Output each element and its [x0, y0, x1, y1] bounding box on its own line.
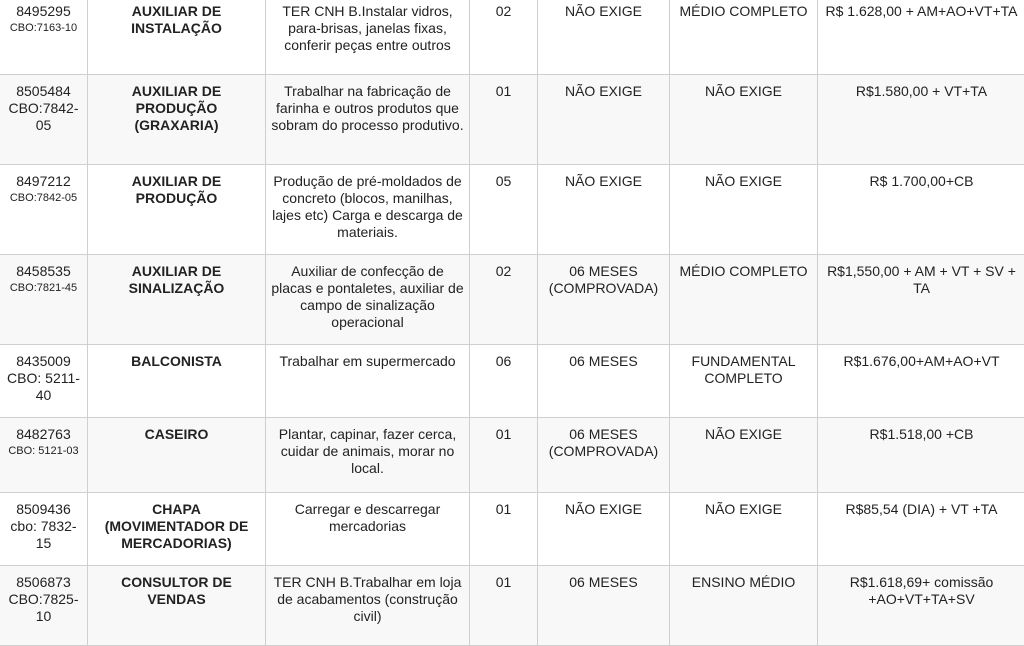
- job-title: BALCONISTA: [88, 345, 266, 418]
- vacancies-count: 01: [470, 418, 538, 493]
- table-row: [0, 165, 1024, 255]
- salary-benefits: R$1.676,00+AM+AO+VT: [818, 345, 1024, 418]
- education-requirement: MÉDIO COMPLETO: [670, 255, 818, 345]
- job-code-cell: [0, 418, 88, 493]
- job-description: Produção de pré-moldados de concreto (blocos, manilhas, lajes etc) Carga e descarga de materiais.: [266, 165, 470, 255]
- job-code: 8497212: [4, 173, 83, 190]
- education-requirement: NÃO EXIGE: [670, 165, 818, 255]
- job-code-cell: [0, 165, 88, 255]
- experience-requirement: 06 MESES (COMPROVADA): [538, 418, 670, 493]
- cbo-code: CBO: 5211-40: [4, 370, 83, 404]
- experience-requirement: NÃO EXIGE: [538, 75, 670, 165]
- vacancies-count: 02: [470, 0, 538, 75]
- salary-benefits: R$1.618,69+ comissão +AO+VT+TA+SV: [818, 566, 1024, 646]
- table-row: [0, 418, 1024, 493]
- job-description: Carregar e descarregar mercadorias: [266, 493, 470, 566]
- education-requirement: ENSINO MÉDIO: [670, 566, 818, 646]
- vacancies-count: 06: [470, 345, 538, 418]
- job-code-cell: [0, 255, 88, 345]
- salary-benefits: R$85,54 (DIA) + VT +TA: [818, 493, 1024, 566]
- table-row: [0, 75, 1024, 165]
- cbo-code: CBO:7825-10: [4, 591, 83, 625]
- job-description: Plantar, capinar, fazer cerca, cuidar de animais, morar no local.: [266, 418, 470, 493]
- job-code-cell: [0, 345, 88, 418]
- job-description: Trabalhar em supermercado: [266, 345, 470, 418]
- job-code: 8505484: [4, 83, 83, 100]
- job-code: 8458535: [4, 263, 83, 280]
- table-row: [0, 255, 1024, 345]
- cbo-code: CBO: 5121-03: [4, 443, 83, 460]
- job-code-cell: [0, 566, 88, 646]
- education-requirement: NÃO EXIGE: [670, 75, 818, 165]
- experience-requirement: NÃO EXIGE: [538, 493, 670, 566]
- experience-requirement: 06 MESES (COMPROVADA): [538, 255, 670, 345]
- job-code-cell: [0, 75, 88, 165]
- job-code: 8482763: [4, 426, 83, 443]
- job-title: CHAPA (MOVIMENTADOR DE MERCADORIAS): [88, 493, 266, 566]
- salary-benefits: R$1,550,00 + AM + VT + SV + TA: [818, 255, 1024, 345]
- education-requirement: NÃO EXIGE: [670, 418, 818, 493]
- job-code-cell: [0, 493, 88, 566]
- cbo-code: cbo: 7832-15: [4, 518, 83, 552]
- education-requirement: MÉDIO COMPLETO: [670, 0, 818, 75]
- job-code: 8509436: [4, 501, 83, 518]
- experience-requirement: NÃO EXIGE: [538, 0, 670, 75]
- job-title: AUXILIAR DE PRODUÇÃO (GRAXARIA): [88, 75, 266, 165]
- salary-benefits: R$ 1.628,00 + AM+AO+VT+TA: [818, 0, 1024, 75]
- table-row: [0, 345, 1024, 418]
- job-code: 8506873: [4, 574, 83, 591]
- job-title: CONSULTOR DE VENDAS: [88, 566, 266, 646]
- salary-benefits: R$1.518,00 +CB: [818, 418, 1024, 493]
- vacancies-count: 01: [470, 75, 538, 165]
- cbo-code: CBO:7842-05: [4, 190, 83, 207]
- vacancies-count: 01: [470, 566, 538, 646]
- job-description: TER CNH B.Trabalhar em loja de acabamentos (construção civil): [266, 566, 470, 646]
- cbo-code: CBO:7821-45: [4, 280, 83, 297]
- job-code: 8495295: [4, 3, 83, 20]
- cbo-code: CBO:7842-05: [4, 100, 83, 134]
- job-description: Auxiliar de confecção de placas e pontaletes, auxiliar de campo de sinalização operacional: [266, 255, 470, 345]
- job-code: 8435009: [4, 353, 83, 370]
- experience-requirement: 06 MESES: [538, 345, 670, 418]
- job-title: AUXILIAR DE INSTALAÇÃO: [88, 0, 266, 75]
- job-description: TER CNH B.Instalar vidros, para-brisas, janelas fixas, conferir peças entre outros: [266, 0, 470, 75]
- salary-benefits: R$1.580,00 + VT+TA: [818, 75, 1024, 165]
- table-row: [0, 493, 1024, 566]
- education-requirement: FUNDAMENTAL COMPLETO: [670, 345, 818, 418]
- job-title: CASEIRO: [88, 418, 266, 493]
- vacancies-count: 01: [470, 493, 538, 566]
- job-title: AUXILIAR DE SINALIZAÇÃO: [88, 255, 266, 345]
- table-row: [0, 566, 1024, 646]
- cbo-code: CBO:7163-10: [4, 20, 83, 37]
- vacancies-count: 02: [470, 255, 538, 345]
- job-title: AUXILIAR DE PRODUÇÃO: [88, 165, 266, 255]
- vacancies-count: 05: [470, 165, 538, 255]
- experience-requirement: 06 MESES: [538, 566, 670, 646]
- job-description: Trabalhar na fabricação de farinha e outros produtos que sobram do processo produtivo.: [266, 75, 470, 165]
- education-requirement: NÃO EXIGE: [670, 493, 818, 566]
- table-row: [0, 0, 1024, 75]
- experience-requirement: NÃO EXIGE: [538, 165, 670, 255]
- salary-benefits: R$ 1.700,00+CB: [818, 165, 1024, 255]
- job-code-cell: [0, 0, 88, 75]
